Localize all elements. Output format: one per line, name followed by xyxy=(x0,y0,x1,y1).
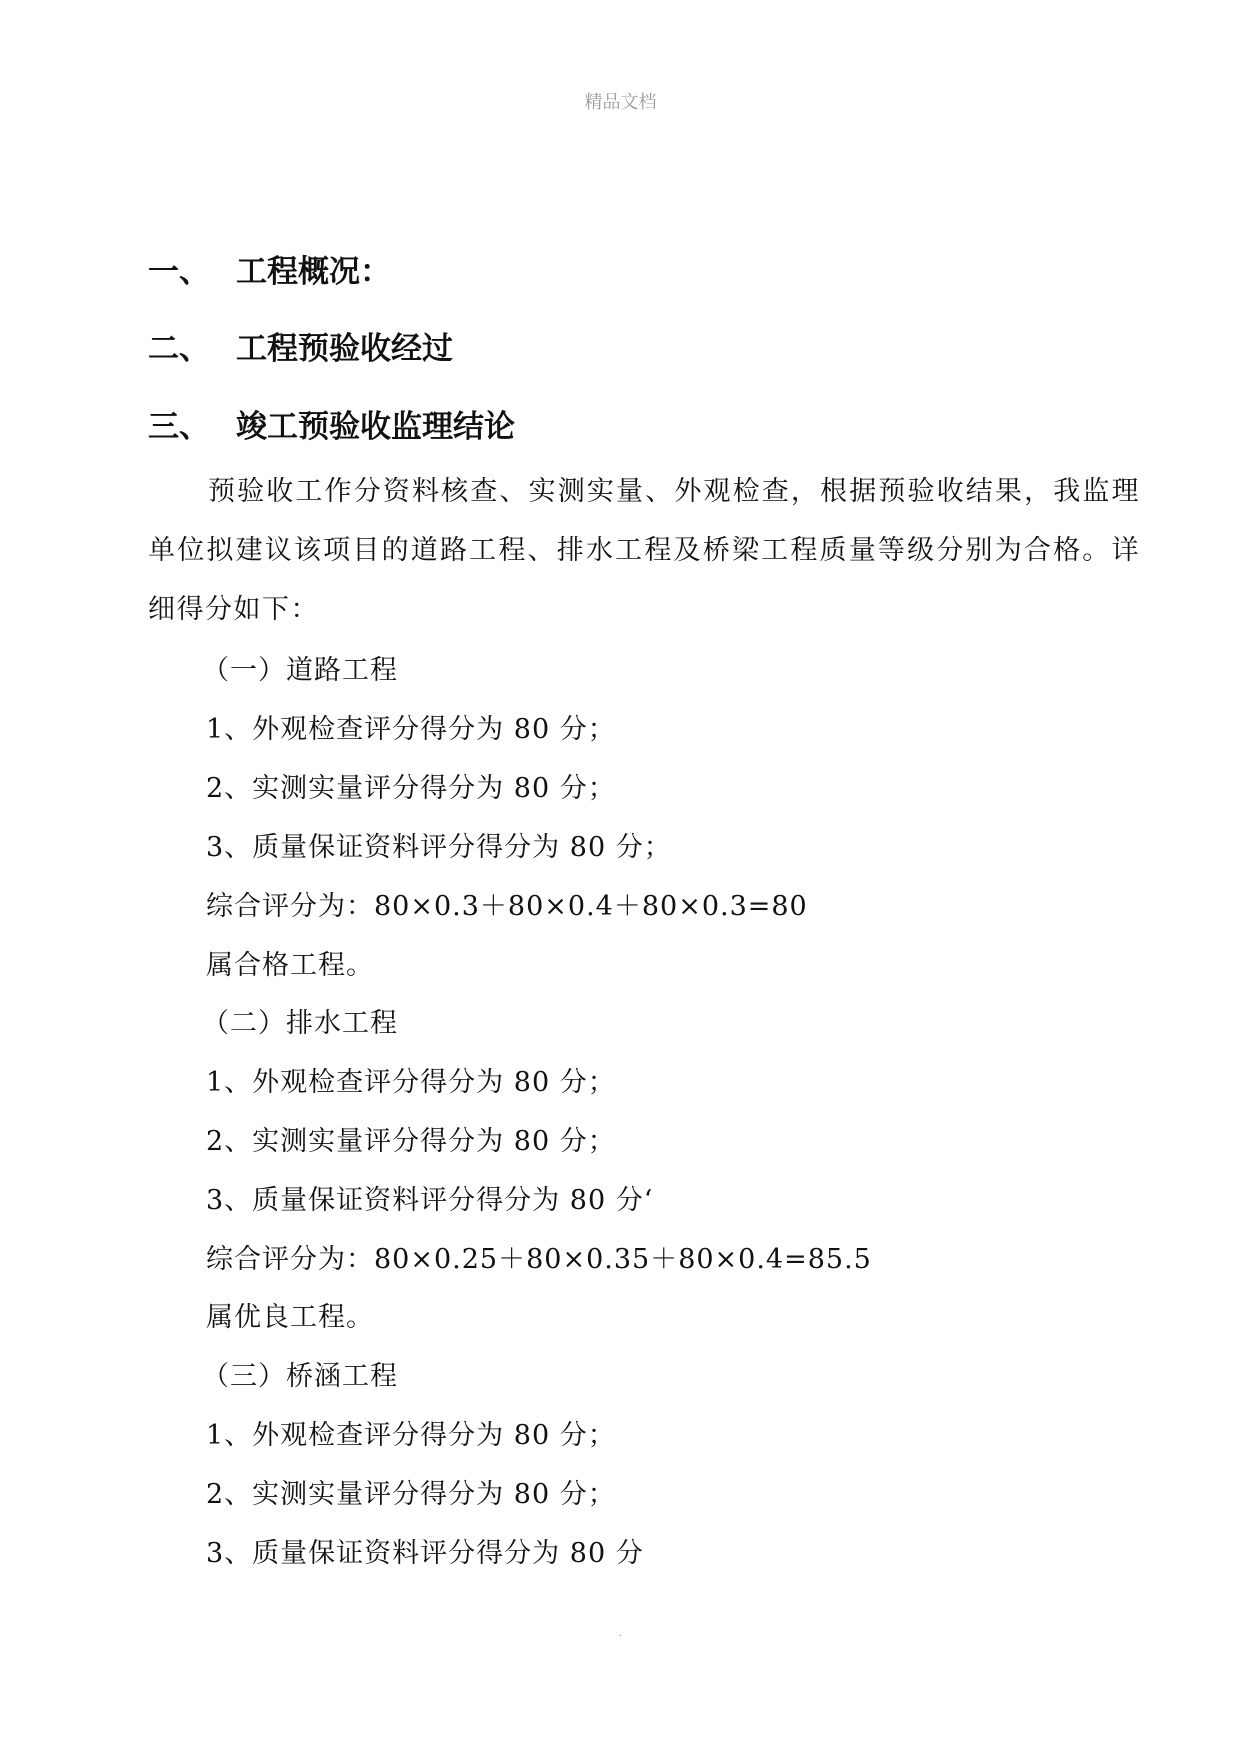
section-item: 1、外观检查评分得分为 80 分； xyxy=(206,1420,616,1451)
section-item: 2、实测实量评分得分为 80 分； xyxy=(206,1126,616,1157)
section-formula: 综合评分为：80×0.3＋80×0.4＋80×0.3=80 xyxy=(206,891,808,922)
heading-number: 二、 xyxy=(148,331,210,367)
section-conclusion: 属合格工程。 xyxy=(206,950,374,981)
section-item: 2、实测实量评分得分为 80 分； xyxy=(206,773,616,804)
heading-title: 工程概况： xyxy=(236,254,391,290)
section-formula: 综合评分为：80×0.25＋80×0.35＋80×0.4=85.5 xyxy=(206,1244,872,1275)
heading-number: 三、 xyxy=(148,409,210,445)
heading-title: 竣工预验收监理结论 xyxy=(236,409,515,445)
section-item: 3、质量保证资料评分得分为 80 分‘ xyxy=(206,1185,654,1216)
section-item: 1、外观检查评分得分为 80 分； xyxy=(206,714,616,745)
section-item: 1、外观检查评分得分为 80 分； xyxy=(206,1067,616,1098)
watermark-header: 精品文档 xyxy=(584,92,657,113)
heading-title: 工程预验收经过 xyxy=(236,331,453,367)
section-item: 3、质量保证资料评分得分为 80 分 xyxy=(206,1538,644,1569)
heading-acceptance-process xyxy=(148,323,453,368)
heading-supervision-conclusion xyxy=(148,401,515,446)
section-item: 3、质量保证资料评分得分为 80 分； xyxy=(206,832,672,863)
intro-paragraph: 预验收工作分资料核查、实测实量、外观检查，根据预验收结果，我监理单位拟建议该项目的道路工程、排水工程及桥梁工程质量等级分别为合格。详细得分如下： xyxy=(148,476,1140,625)
section-item: 2、实测实量评分得分为 80 分； xyxy=(206,1479,616,1510)
footer-dot: . xyxy=(618,1628,623,1639)
section-title-drainage: （二）排水工程 xyxy=(202,1008,398,1039)
section-title-road: （一）道路工程 xyxy=(202,655,398,686)
heading-project-overview xyxy=(148,246,391,291)
heading-number: 一、 xyxy=(148,254,210,290)
section-conclusion: 属优良工程。 xyxy=(206,1302,374,1333)
section-title-bridge: （三）桥涵工程 xyxy=(202,1361,398,1392)
